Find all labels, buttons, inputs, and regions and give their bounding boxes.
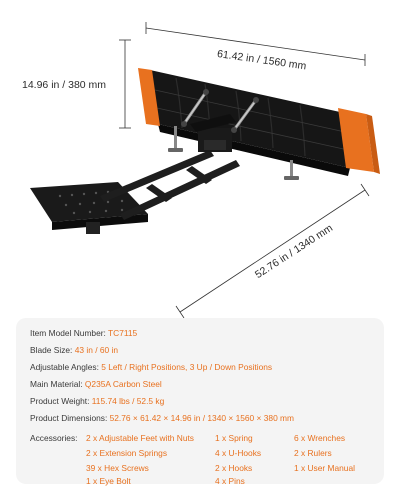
height-dimension-line — [119, 40, 131, 128]
depth-dimension-line — [176, 184, 369, 318]
spec-label: Product Dimensions: — [30, 413, 110, 423]
spec-value: 43 in / 60 in — [74, 345, 119, 355]
accessory-item: 1 x Spring — [215, 433, 253, 443]
accessory-item: 6 x Wrenches — [294, 433, 346, 443]
accessory-item: 39 x Hex Screws — [86, 463, 149, 473]
accessories-label: Accessories: — [30, 433, 78, 443]
spec-value: TC7115 — [108, 328, 138, 338]
spec-model-number — [30, 328, 137, 338]
spec-value: 115.74 lbs / 52.5 kg — [91, 396, 165, 406]
accessory-item: 2 x Extension Springs — [86, 448, 168, 458]
spec-label: Adjustable Angles: — [30, 362, 102, 372]
spec-label: Main Material: — [30, 379, 85, 389]
spec-product-weight — [30, 396, 164, 406]
plow-blade — [145, 70, 350, 176]
height-dimension-label: 14.96 in / 380 mm — [22, 79, 107, 91]
accessory-item: 1 x User Manual — [294, 463, 355, 473]
accessory-item: 1 x Eye Bolt — [86, 476, 131, 486]
spec-label: Blade Size: — [30, 345, 75, 355]
spec-main-material — [30, 379, 162, 389]
spec-value: Q235A Carbon Steel — [84, 379, 162, 389]
depth-dimension-label: 52.76 in / 1340 mm — [253, 222, 335, 282]
spec-value: 5 Left / Right Positions, 3 Up / Down Positions — [101, 362, 273, 372]
spec-adjustable-angles — [30, 362, 272, 372]
accessory-item: 2 x Adjustable Feet with Nuts — [86, 433, 194, 443]
spec-product-dimensions — [30, 413, 294, 423]
accessory-item: 2 x Hooks — [215, 463, 253, 473]
accessory-item: 2 x Rulers — [294, 448, 332, 458]
specifications-card — [16, 318, 384, 484]
accessory-item: 4 x Pins — [215, 476, 245, 486]
width-dimension-label: 61.42 in / 1560 mm — [216, 48, 308, 73]
spec-value: 52.76 × 61.42 × 14.96 in / 1340 × 1560 × 380 mm — [109, 413, 295, 423]
accessory-item: 4 x U-Hooks — [215, 448, 262, 458]
spec-blade-size — [30, 345, 118, 355]
spec-label: Product Weight: — [30, 396, 92, 406]
spec-label: Item Model Number: — [30, 328, 109, 338]
